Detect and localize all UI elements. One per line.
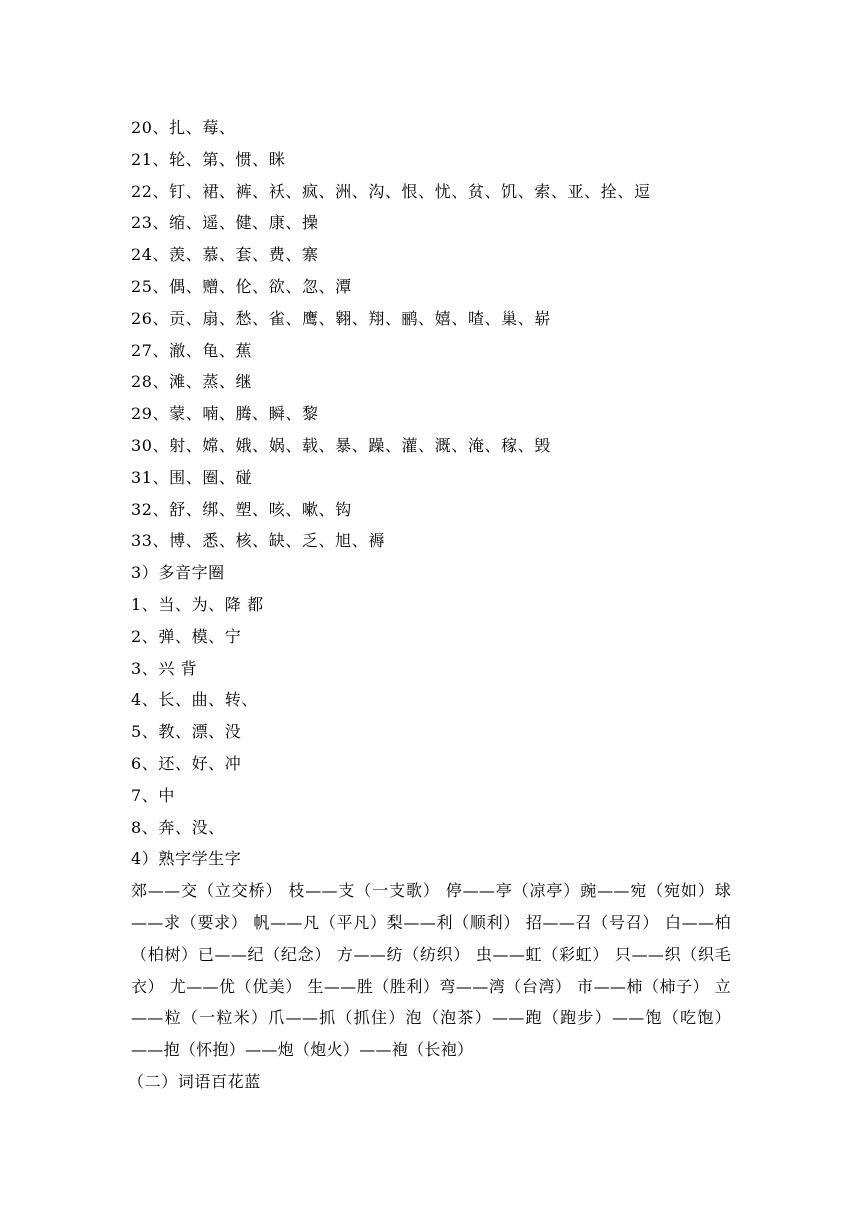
list-item: 8、奔、没、	[131, 817, 225, 837]
list-item: 6、还、好、冲	[131, 753, 242, 773]
list-item: 27、澈、龟、蕉	[131, 340, 253, 360]
section-heading-vocabulary: （二）词语百花蓝	[128, 1071, 261, 1091]
list-item: 2、弹、模、宁	[131, 626, 242, 646]
list-item: 32、舒、绑、塑、咳、嗽、钩	[131, 499, 352, 519]
list-item: 5、教、漂、没	[131, 722, 242, 742]
document-body	[128, 112, 731, 1098]
list-item: 31、围、圈、碰	[131, 467, 253, 487]
list-item: 28、滩、蒸、继	[131, 372, 253, 392]
list-item: 4、长、曲、转、	[131, 690, 258, 710]
list-item: 25、偶、赠、伦、欲、忽、潭	[131, 276, 352, 296]
list-item: 24、羡、慕、套、费、寨	[131, 245, 319, 265]
list-item: 33、博、悉、核、缺、乏、旭、褥	[131, 531, 385, 551]
familiar-characters-paragraph: 郊——交（立交桥） 枝——支（一支歌） 停——亭（凉亭）豌——宛（宛如）球——求（要求） 帆——凡（平凡）梨——利（顺利） 招——召（号召） 白——柏（柏树）已——纪（纪念） 方——纺（纺织） 虫——虹（彩虹） 只——织（织毛衣） 尤——优（优美） 生——胜（胜利）弯——湾（台湾） 市——柿（柿子） 立——粒（一粒米）爪——抓（抓住）泡（泡茶）——跑（跑步）——饱（吃饱）——抱（怀抱）——炮（炮火）——袍（长袍）	[131, 881, 731, 1060]
list-item: 7、中	[131, 785, 175, 805]
list-item: 3、兴 背	[131, 658, 198, 678]
list-item: 30、射、嫦、娥、娲、载、暴、躁、灌、溉、淹、稼、毁	[131, 435, 551, 455]
list-item: 22、钉、裙、裤、袄、疯、洲、沟、恨、忧、贫、饥、索、亚、拴、逗	[131, 181, 651, 201]
section-heading-familiar-characters: 4）熟字学生字	[131, 849, 242, 869]
list-item: 21、轮、第、惯、眯	[131, 149, 286, 169]
list-item: 23、缩、遥、健、康、操	[131, 213, 319, 233]
section-heading-polyphonic: 3）多音字圈	[131, 563, 225, 583]
list-item: 1、当、为、降 都	[131, 594, 264, 614]
list-item: 29、蒙、喃、腾、瞬、黎	[131, 404, 319, 424]
list-item: 26、贡、扇、愁、雀、鹰、翱、翔、鹂、嬉、喳、巢、崭	[131, 308, 551, 328]
list-item: 20、扎、莓、	[131, 118, 236, 137]
